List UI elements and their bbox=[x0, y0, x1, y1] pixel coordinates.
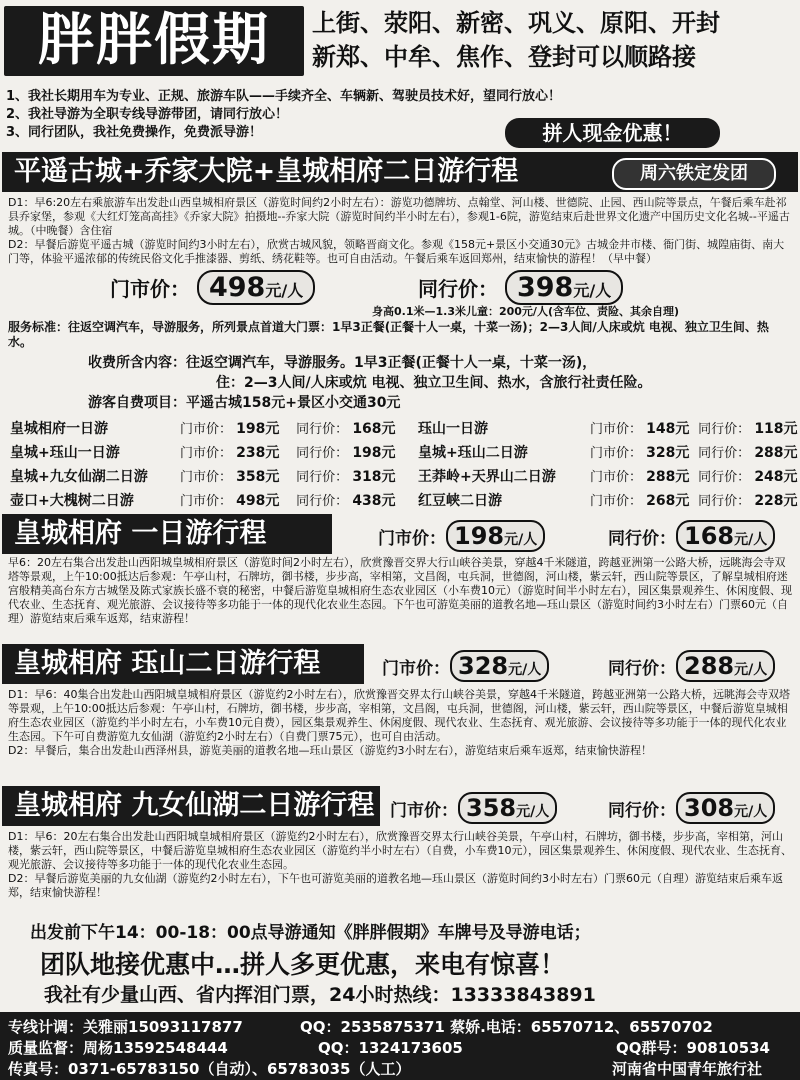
table-row: 皇城相府一日游 门市价： 198元 同行价： 168元 bbox=[10, 421, 396, 437]
table-row: 皇城+珏山二日游 门市价： 328元 同行价： 288元 bbox=[418, 445, 798, 461]
route1-peer-price: 同行价： 398元/人 bbox=[418, 270, 623, 305]
sec4-day2: D2：早餐后游览美丽的九女仙湖（游览约2小时左右），下午也可游览美丽的道教名地—珏山景区（游览时间约3小时左右）门票60元（自理）游览结束后乘车返郑，结束愉快游程！ bbox=[8, 872, 783, 899]
child-price-note: 身高0.1米—1.3米儿童：200元/人(含车位、责险、其余自理) bbox=[372, 305, 680, 318]
sec2-title: 皇城相府 一日游行程 bbox=[14, 518, 267, 549]
notice-1: 1、我社长期用车为专业、正规、旅游车队——手续齐全、车辆新、驾驶员技术好，望同行放心！ bbox=[6, 89, 562, 104]
door-price-value: 498元/人 bbox=[197, 270, 315, 305]
routes-line-2: 新郑、中牟、焦作、登封可以顺路接 bbox=[312, 43, 696, 71]
agency-name: 河南省中国青年旅行社 bbox=[612, 1060, 763, 1078]
table-row: 皇城+珏山一日游 门市价： 238元 同行价： 198元 bbox=[10, 445, 396, 461]
peer-price-value: 398元/人 bbox=[505, 270, 623, 305]
sec4-itinerary bbox=[8, 830, 792, 900]
self-pay-items: 游客自费项目：平遥古城158元+景区小交通30元 bbox=[88, 395, 401, 411]
brand-logo: 胖胖假期 bbox=[4, 6, 304, 76]
sec3-day1: D1：早6：40集合出发赴山西阳城皇城相府景区（游览约2小时左右），欣赏豫晋交界太行山峡谷美景，穿越4千米隧道，跨越亚洲第一公路大桥，远眺海会寺双塔等景观，上午10:00抵达后参观：午亭山村，石牌坊，御书楼，步步高，宰相第，文昌阁，屯兵洞，世德阁，河山楼，紫云轩，西山院等景区，中餐后游览皇城相府生态农业园区（游览约半小时左右，小车费10元自费），园区集景观养生、休闲度假、现代农业、生态抚育、观光旅游、会议接待等多功能于一体的现代化农业生态园。下午可自费游览九女仙湖（游览约2小时左右）（自费门票75元），也可自由活动。 bbox=[8, 688, 790, 743]
contact-bar bbox=[0, 1012, 800, 1080]
qq-group: QQ群号：90810534 bbox=[616, 1039, 770, 1057]
sec2-title-bar bbox=[2, 514, 332, 554]
quality-supervisor: 质量监督：周杨13592548444 bbox=[8, 1039, 228, 1057]
sec4-day1: D1：早6：20左右集合出发赴山西阳城皇城相府景区（游览约2小时左右），欣赏豫晋交界太行山峡谷美景，午亭山村，石牌坊，御书楼，步步高，宰相第，河山楼，紫云轩，西山院等景区，中餐后游览皇城相府生态农业园区（游览约半小时左右）（自费，小车费10元），园区集景观养生、休闲度假、现代农业、生态抚育、观光旅游、会议接待等多功能于一体的现代化农业生态园。 bbox=[8, 830, 792, 871]
sec3-door-price: 门市价： 328元/人 bbox=[382, 650, 549, 682]
service-standard: 服务标准：往返空调汽车，导游服务，所列景点首道大门票：1早3正餐(正餐十人一桌，十菜一汤)；2—3人间/人床或炕 电视、独立卫生间、热水。 bbox=[8, 320, 769, 349]
route1-day2: D2：早餐后游览平遥古城（游览时间约3小时左右），欣赏古城风貌，领略晋商文化。参观《158元+景区小交通30元》古城金井市楼、衙门街、城隍庙街、南大门等，体验平遥浓郁的传统民俗文化手推漆器、剪纸、绣花鞋等。也可自由活动。午餐后乘车返回郑州，结束愉快的游程！（早中餐） bbox=[8, 238, 785, 265]
sec4-title: 皇城相府 九女仙湖二日游行程 bbox=[14, 790, 375, 821]
sec3-day2: D2：早餐后，集合出发赴山西泽州县，游览美丽的道教名地—珏山景区（游览约3小时左右），游览结束后乘车返郑，结束愉快游程！ bbox=[8, 744, 652, 757]
table-row: 珏山一日游 门市价： 148元 同行价： 118元 bbox=[418, 421, 798, 437]
sec4-door-price: 门市价： 358元/人 bbox=[390, 792, 557, 824]
promo-badge: 拼人现金优惠！ bbox=[505, 118, 720, 148]
fax-numbers: 传真号：0371-65783150（自动）、65783035（人工） bbox=[8, 1060, 411, 1078]
departure-notice: 出发前下午14：00-18：00点导游通知《胖胖假期》车牌号及导游电话； bbox=[30, 923, 591, 943]
notice-2: 2、我社导游为全职专线导游带团，请同行放心！ bbox=[6, 107, 289, 122]
sec2-itinerary bbox=[8, 556, 792, 626]
fee-includes-1: 往返空调汽车，导游服务。1早3正餐(正餐十人一桌，十菜一汤)， bbox=[186, 355, 597, 371]
table-row: 皇城+九女仙湖二日游 门市价： 358元 同行价： 318元 bbox=[10, 469, 396, 485]
route1-itinerary bbox=[8, 196, 792, 266]
sec3-title: 皇城相府 珏山二日游行程 bbox=[14, 648, 321, 679]
routes-line-1: 上街、荥阳、新密、巩义、原阳、开封 bbox=[312, 9, 720, 37]
table-row: 壶口+大槐树二日游 门市价： 498元 同行价： 438元 bbox=[10, 493, 396, 509]
qq-contact-2: QQ：1324173605 bbox=[318, 1039, 463, 1057]
notice-3: 3、同行团队，我社免费操作，免费派导游！ bbox=[6, 125, 263, 140]
weekly-departure-badge: 周六铁定发团 bbox=[612, 158, 776, 190]
route1-day1: D1：早6:20左右乘旅游车出发赴山西皇城相府景区（游览时间约2小时左右）：游览功德牌坊、点翰堂、河山楼、世德院、止园、西山院等景点，午餐后乘车赴祁县乔家堡，参观《大红灯笼高高挂》《乔家大院》拍摄地--乔家大院（游览时间约半小时左右），参观1-6院，游览结束后赴世界文化遗产中国历史文化名城--平遥古城。（中晚餐）含住宿 bbox=[8, 196, 790, 237]
qq-contact-1: QQ：2535875371 蔡娇.电话：65570712、65570702 bbox=[300, 1018, 713, 1036]
pickup-routes bbox=[312, 6, 798, 74]
sec4-title-bar bbox=[2, 786, 380, 826]
table-row: 红豆峡二日游 门市价： 268元 同行价： 228元 bbox=[418, 493, 798, 509]
route1-title: 平遥古城+乔家大院+皇城相府二日游行程 bbox=[14, 156, 519, 187]
table-row: 王莽岭+天界山二日游 门市价： 288元 同行价： 248元 bbox=[418, 469, 798, 485]
route1-door-price: 门市价： 498元/人 bbox=[110, 270, 315, 305]
fee-includes bbox=[88, 353, 788, 413]
sec2-door-price: 门市价： 198元/人 bbox=[378, 520, 545, 552]
hotline: 我社有少量山西、省内挥泪门票，24小时热线：13333843891 bbox=[44, 984, 596, 1006]
sec2-peer-price: 同行价： 168元/人 bbox=[608, 520, 775, 552]
group-promo: 团队地接优惠中…拼人多更优惠，来电有惊喜！ bbox=[40, 950, 566, 979]
sec3-peer-price: 同行价： 288元/人 bbox=[608, 650, 775, 682]
planner-contact: 专线计调：关雅丽15093117877 bbox=[8, 1018, 243, 1036]
sec2-text: 早6：20左右集合出发赴山西阳城皇城相府景区（游览时间2小时左右），欣赏豫晋交界大行山峡谷美景，穿越4千米隧道，跨越亚洲第一公路大桥，远眺海会寺双塔等景观，上午10:00抵达后参观：午亭山村，石牌坊，御书楼，步步高，宰相第，文昌阁，屯兵洞，世德阁，河山楼，紫云轩，西山院等景区，了解皇城相府迷宫般精美高台东方古城堡及陈式家族长盛不衰的秘密，中餐后游览皇城相府生态农业园区（小车费10元）（游览时间半小时左右），园区集景观养生、休闲度假、现代农业、生态抚育、观光旅游、会议接待等多功能于一体的现代化农业生态园。下午也可游览美丽的道教名地—珏山景区（游览时间约3小时左右）门票60元（自理）游览结束后乘车返郑，结束游程！ bbox=[8, 556, 792, 625]
fee-includes-2: 住：2—3人间/人床或炕 电视、独立卫生间、热水，含旅行社责任险。 bbox=[216, 375, 652, 391]
sec3-itinerary bbox=[8, 688, 792, 758]
sec3-title-bar bbox=[2, 644, 364, 684]
fee-includes-label: 收费所含内容： bbox=[88, 355, 186, 371]
header bbox=[0, 0, 800, 82]
sec4-peer-price: 同行价： 308元/人 bbox=[608, 792, 775, 824]
